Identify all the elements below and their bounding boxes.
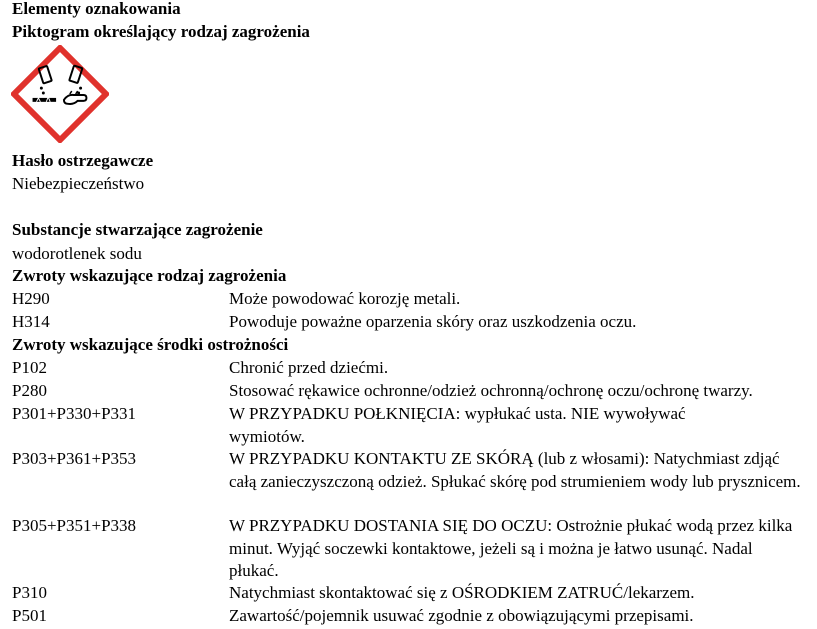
precaution-text: Zawartość/pojemnik usuwać zgodnie z obowiązującymi przepisami. (229, 606, 694, 625)
precaution-text: Natychmiast skontaktować się z OŚRODKIEM ZATRUĆ/lekarzem. (229, 583, 695, 602)
precaution-code: P310 (12, 583, 47, 602)
section-heading: Elementy oznakowania (12, 0, 181, 18)
pictogram-heading: Piktogram określający rodzaj zagrożenia (12, 22, 310, 41)
precaution-code: P280 (12, 381, 47, 400)
hazard-text: Powoduje poważne oparzenia skóry oraz uszkodzenia oczu. (229, 312, 637, 331)
precaution-text: Chronić przed dziećmi. (229, 358, 389, 377)
hazardous-substances-heading: Substancje stwarzające zagrożenie (12, 220, 263, 239)
signal-word: Niebezpieczeństwo (12, 174, 145, 193)
precaution-text: Stosować rękawice ochronne/odzież ochronną/ochronę oczu/ochronę twarzy. (229, 381, 753, 400)
hazard-code: H290 (12, 289, 50, 308)
precautionary-heading: Zwroty wskazujące środki ostrożności (12, 335, 289, 354)
precaution-code: P501 (12, 606, 47, 625)
hazardous-substance: wodorotlenek sodu (12, 244, 142, 263)
precaution-text: W PRZYPADKU POŁKNIĘCIA: wypłukać usta. NIE wywoływać wymiotów. (229, 404, 686, 446)
precaution-code: P102 (12, 358, 47, 377)
hazard-code: H314 (12, 312, 50, 331)
precaution-code: P301+P330+P331 (12, 404, 137, 423)
hazard-statements-heading: Zwroty wskazujące rodzaj zagrożenia (12, 266, 287, 285)
hazard-text: Może powodować korozję metali. (229, 289, 461, 308)
precaution-code: P303+P361+P353 (12, 449, 137, 468)
ghs05-corrosion-icon (11, 45, 109, 143)
precaution-text: W PRZYPADKU KONTAKTU ZE SKÓRĄ (lub z włosami): Natychmiast zdjąć całą zanieczyszczoną odzież. Spłukać skórę pod strumieniem wody lub prysznicem. (229, 449, 801, 491)
precaution-text: W PRZYPADKU DOSTANIA SIĘ DO OCZU: Ostrożnie płukać wodą przez kilka minut. Wyjąć soczewki kontaktowe, jeżeli są i można je łatwo usunąć. Nadal płukać. (229, 516, 793, 580)
signal-word-heading: Hasło ostrzegawcze (12, 151, 154, 170)
precaution-code: P305+P351+P338 (12, 516, 137, 535)
